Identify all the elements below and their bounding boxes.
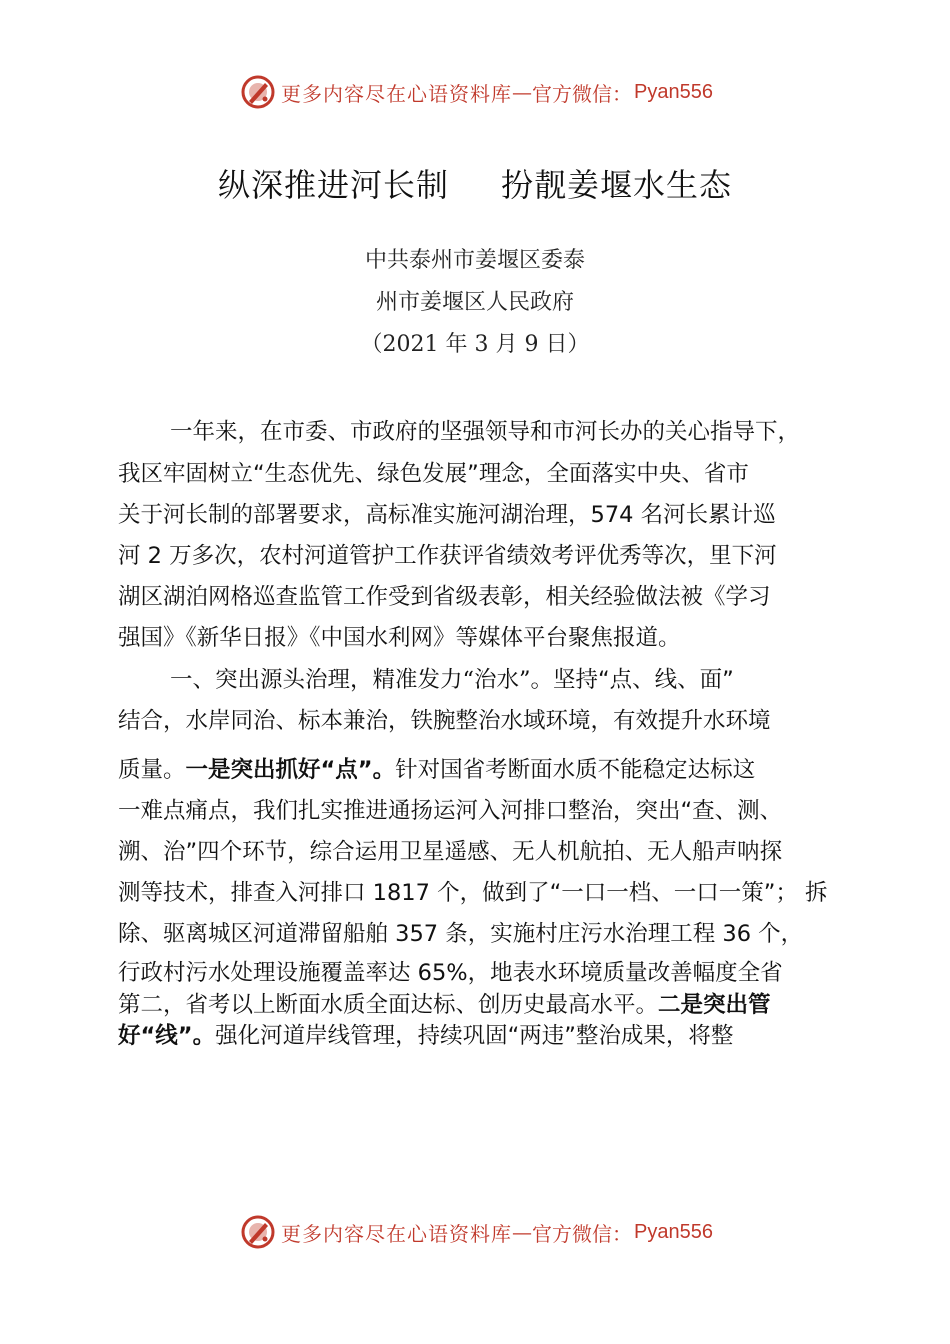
body-text: 针对国省考断面水质不能稳定达标这 (395, 757, 756, 783)
brand-logo-icon (241, 75, 275, 109)
section-heading-line (170, 662, 920, 694)
banner-wechat-id: Pyan556 (634, 1220, 713, 1243)
banner-text: 更多内容尽在心语资料库 (281, 81, 512, 106)
body-line: 河 2 万多次，农村河道管护工作获评省绩效考评优秀等次，里下河 (118, 543, 777, 569)
byline-date: （2021 年 3 月 9 日） (360, 332, 590, 357)
bold-subheading: 好“线”。 (118, 1023, 216, 1049)
bold-subheading: 二是突出管 (658, 992, 771, 1018)
body-text: 质量。 (118, 757, 186, 783)
body-text: 第二，省考以上断面水质全面达标、创历史最高水平。 (118, 992, 659, 1018)
brand-logo-icon (241, 1215, 275, 1249)
banner-label: 官方微信： (532, 81, 632, 106)
page-title (0, 160, 950, 206)
banner-label: 官方微信： (532, 1221, 632, 1246)
body-line (118, 752, 868, 784)
banner-text: 更多内容尽在心语资料库 (281, 1221, 512, 1246)
body-line: 测等技术，排查入河排口 1817 个，做到了“一口一档、一口一策”； 拆 (118, 880, 828, 906)
body-text: 坚持“点、线、面” (553, 667, 734, 693)
section-heading: 一、突出源头治理，精准发力“治水”。 (170, 667, 554, 693)
byline-line-2: 州市姜堰区人民政府 (375, 290, 574, 315)
banner-dash: — (512, 1220, 532, 1244)
header-banner (0, 72, 950, 112)
body-text: 强化河道岸线管理，持续巩固“两违”整治成果，将整 (215, 1023, 734, 1049)
title-part-2: 扮靓姜堰水生态 (501, 166, 733, 204)
body-line: 结合，水岸同治、标本兼治，铁腕整治水域环境，有效提升水环境 (118, 708, 771, 734)
body-line: 一难点痛点，我们扎实推进通扬运河入河排口整治，突出“查、测、 (118, 798, 783, 824)
body-line: 溯、治”四个环节，综合运用卫星遥感、无人机航拍、无人船声呐探 (118, 839, 783, 865)
body-line: 一年来，在市委、市政府的坚强领导和市河长办的关心指导下， (170, 419, 801, 445)
body-line: 行政村污水处理设施覆盖率达 65%，地表水环境质量改善幅度全省 (118, 960, 783, 986)
body-line (118, 1018, 868, 1050)
body-line: 关于河长制的部署要求，高标准实施河湖治理，574 名河长累计巡 (118, 502, 776, 528)
byline-line-1: 中共泰州市姜堰区委泰 (364, 248, 585, 273)
body-line (118, 987, 868, 1019)
body-line: 强国》《新华日报》《中国水利网》等媒体平台聚焦报道。 (118, 625, 681, 651)
bold-subheading: 一是突出抓好“点”。 (185, 757, 396, 783)
footer-banner (0, 1212, 950, 1252)
body-line: 除、驱离城区河道滞留船舶 357 条，实施村庄污水治理工程 36 个， (118, 921, 804, 947)
body-line: 湖区湖泊网格巡查监管工作受到省级表彰，相关经验做法被《学习 (118, 584, 771, 610)
body-line: 我区牢固树立“生态优先、绿色发展”理念，全面落实中央、省市 (118, 461, 749, 487)
title-part-1: 纵深推进河长制 (217, 166, 449, 204)
banner-wechat-id: Pyan556 (634, 80, 713, 103)
banner-dash: — (512, 80, 532, 104)
